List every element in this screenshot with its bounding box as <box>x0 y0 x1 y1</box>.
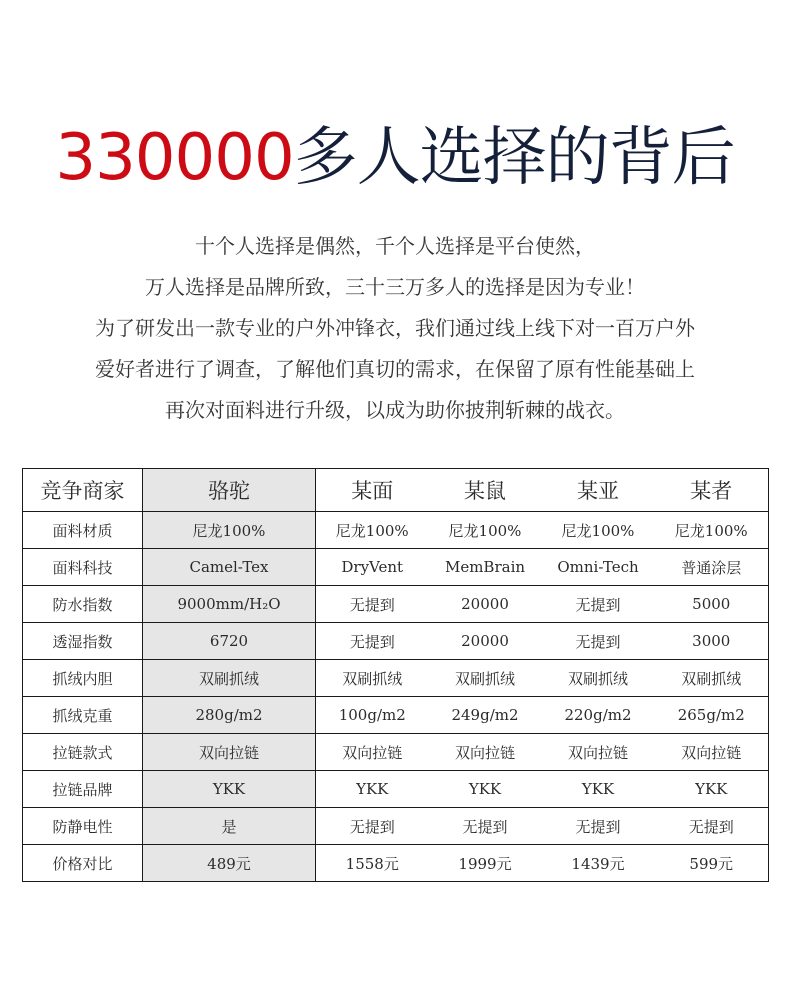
highlight-cell: 双向拉链 <box>143 734 316 771</box>
row-label-cell: 面料科技 <box>23 549 143 586</box>
highlight-cell: 是 <box>143 808 316 845</box>
table-cell: 1999元 <box>429 845 542 882</box>
intro-line: 万人选择是品牌所致，三十三万多人的选择是因为专业！ <box>145 275 645 299</box>
table-cell: 双刷抓绒 <box>429 660 542 697</box>
table-cell: 无提到 <box>542 623 655 660</box>
row-label-cell: 透湿指数 <box>23 623 143 660</box>
table-cell: 无提到 <box>655 808 769 845</box>
table-cell: 双向拉链 <box>316 734 429 771</box>
row-label-cell: 拉链款式 <box>23 734 143 771</box>
header-cell: 某鼠 <box>429 469 542 512</box>
table-cell: 双向拉链 <box>655 734 769 771</box>
row-label-cell: 抓绒克重 <box>23 697 143 734</box>
table-cell: 普通涂层 <box>655 549 769 586</box>
table-cell: Omni-Tech <box>542 549 655 586</box>
row-label-cell: 面料材质 <box>23 512 143 549</box>
table-cell: 尼龙100% <box>542 512 655 549</box>
table-cell: 20000 <box>429 623 542 660</box>
table-row <box>23 734 769 771</box>
table-row <box>23 549 769 586</box>
table-cell: 尼龙100% <box>316 512 429 549</box>
highlight-cell: YKK <box>143 771 316 808</box>
table-cell: 无提到 <box>429 808 542 845</box>
title-text: 多人选择的背后 <box>293 121 735 195</box>
table-cell: 尼龙100% <box>429 512 542 549</box>
table-cell: 无提到 <box>316 623 429 660</box>
table-cell: YKK <box>655 771 769 808</box>
table-cell: 双刷抓绒 <box>542 660 655 697</box>
highlight-cell: 双刷抓绒 <box>143 660 316 697</box>
table-header-row <box>23 469 769 512</box>
table-cell: 1439元 <box>542 845 655 882</box>
title-number: 330000 <box>55 121 294 195</box>
table-cell: 20000 <box>429 586 542 623</box>
header-cell-label: 竞争商家 <box>23 469 143 512</box>
row-label-cell: 防水指数 <box>23 586 143 623</box>
table-cell: 无提到 <box>316 586 429 623</box>
table-cell: 尼龙100% <box>655 512 769 549</box>
table-cell: MemBrain <box>429 549 542 586</box>
table-cell: 5000 <box>655 586 769 623</box>
table-cell: YKK <box>542 771 655 808</box>
highlight-cell: Camel-Tex <box>143 549 316 586</box>
table-cell: 双刷抓绒 <box>655 660 769 697</box>
header-cell: 某亚 <box>542 469 655 512</box>
row-label-cell: 价格对比 <box>23 845 143 882</box>
table-cell: 1558元 <box>316 845 429 882</box>
highlight-cell: 6720 <box>143 623 316 660</box>
header-cell: 某面 <box>316 469 429 512</box>
table-row <box>23 586 769 623</box>
table-row <box>23 623 769 660</box>
intro-line: 再次对面料进行升级，以成为助你披荆斩棘的战衣。 <box>165 398 625 422</box>
page-title <box>0 118 790 198</box>
table-cell: 无提到 <box>542 586 655 623</box>
table-cell: 265g/m2 <box>655 697 769 734</box>
comparison-table <box>22 468 769 882</box>
table-row <box>23 771 769 808</box>
table-row <box>23 808 769 845</box>
row-label-cell: 防静电性 <box>23 808 143 845</box>
highlight-cell: 9000mm/H₂O <box>143 586 316 623</box>
header-cell-highlight: 骆驼 <box>143 469 316 512</box>
highlight-cell: 尼龙100% <box>143 512 316 549</box>
table-cell: 无提到 <box>542 808 655 845</box>
intro-line: 为了研发出一款专业的户外冲锋衣，我们通过线上线下对一百万户外 <box>95 316 695 340</box>
table-cell: 249g/m2 <box>429 697 542 734</box>
table-cell: YKK <box>429 771 542 808</box>
table-cell: 双向拉链 <box>429 734 542 771</box>
highlight-cell: 489元 <box>143 845 316 882</box>
table-row <box>23 660 769 697</box>
table-cell: 599元 <box>655 845 769 882</box>
table-cell: DryVent <box>316 549 429 586</box>
table-row <box>23 697 769 734</box>
intro-line: 十个人选择是偶然，千个人选择是平台使然， <box>195 234 595 258</box>
table-cell: 100g/m2 <box>316 697 429 734</box>
table-cell: 220g/m2 <box>542 697 655 734</box>
table-cell: 无提到 <box>316 808 429 845</box>
table-row <box>23 512 769 549</box>
highlight-cell: 280g/m2 <box>143 697 316 734</box>
table-cell: 双向拉链 <box>542 734 655 771</box>
table-cell: 双刷抓绒 <box>316 660 429 697</box>
intro-paragraph <box>0 226 790 431</box>
table-cell: YKK <box>316 771 429 808</box>
intro-line: 爱好者进行了调查，了解他们真切的需求，在保留了原有性能基础上 <box>95 357 695 381</box>
row-label-cell: 拉链品牌 <box>23 771 143 808</box>
table-row <box>23 845 769 882</box>
table-cell: 3000 <box>655 623 769 660</box>
header-cell: 某者 <box>655 469 769 512</box>
row-label-cell: 抓绒内胆 <box>23 660 143 697</box>
